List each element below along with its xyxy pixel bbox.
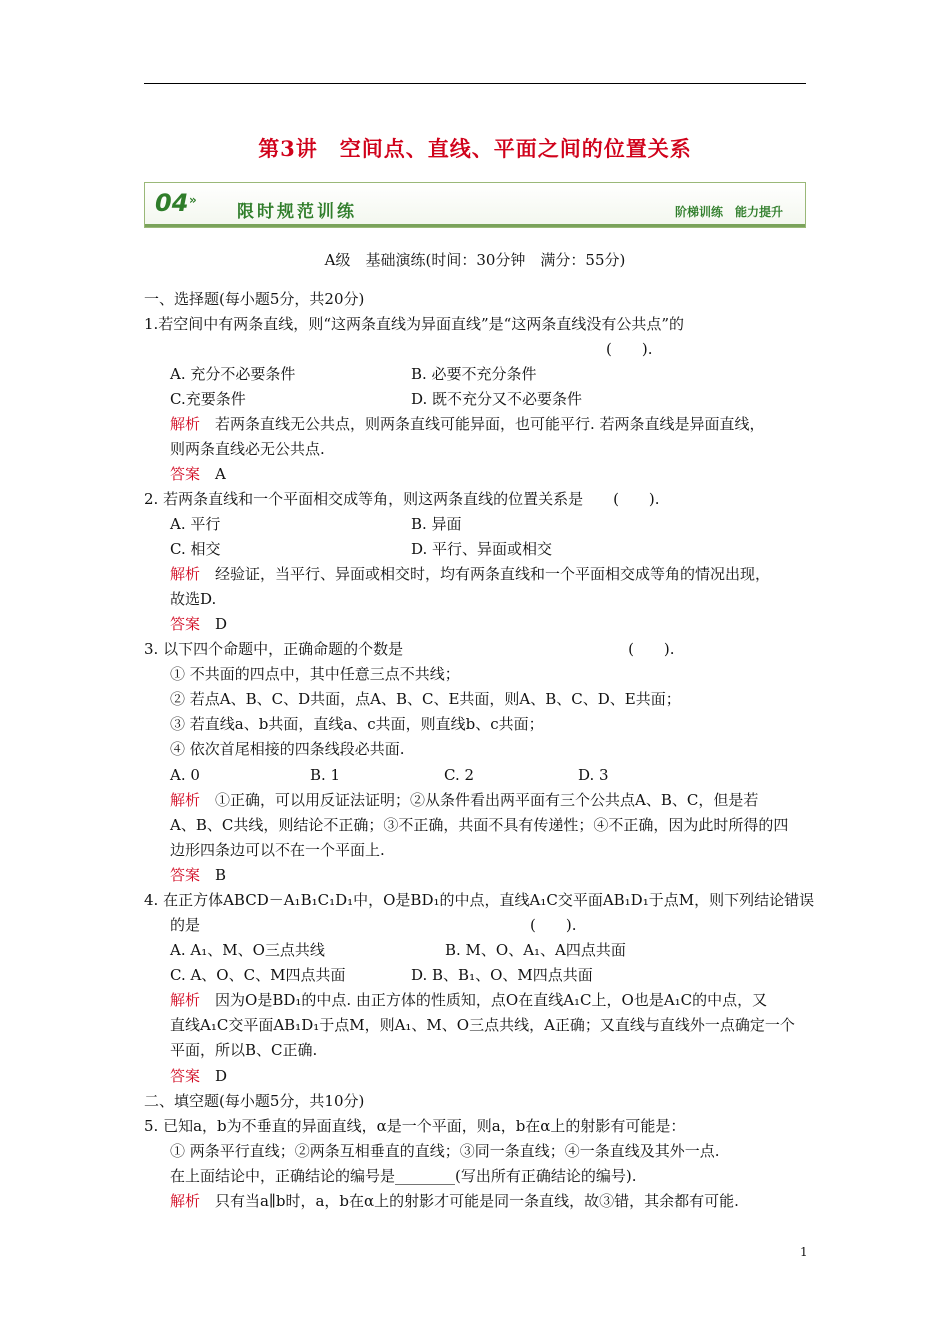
text-line <box>170 865 226 885</box>
text-line <box>170 965 345 985</box>
banner-tagline: 阶梯训练 能力提升 <box>674 205 783 219</box>
line-text: D. 既不充分又不必要条件 <box>411 390 583 408</box>
line-text: ② 若点A、B、C、D共面，点A、B、C、E共面，则A、B、C、D、E共面； <box>170 690 681 708</box>
text-line <box>170 464 226 484</box>
answer-label: 答案 <box>170 1067 201 1085</box>
text-line <box>144 289 364 309</box>
section-banner <box>144 182 806 228</box>
text-line <box>170 765 200 785</box>
line-text: D. B、B₁、O、M四点共面 <box>411 966 593 984</box>
line-text: A、B、C共线，则结论不正确；③不正确，共面不具有传递性；④不正确，因为此时所得的四 <box>170 816 789 834</box>
line-text: 5. 已知a，b为不垂直的异面直线，α是一个平面，则a，b在α上的射影有可能是： <box>144 1117 686 1135</box>
line-text: D. 平行、异面或相交 <box>411 540 553 558</box>
text-line <box>170 940 325 960</box>
line-text: C. 2 <box>444 766 475 784</box>
line-text: ①正确，可以用反证法证明；②从条件看出两平面有三个公共点A、B、C，但是若 <box>200 791 759 809</box>
line-text: 4. 在正方体ABCD－A₁B₁C₁D₁中，O是BD₁的中点，直线A₁C交平面AB₁D₁于点M，则下列结论错误 <box>144 891 815 909</box>
line-text: C. 相交 <box>170 540 221 558</box>
line-text: 则两条直线必无公共点. <box>170 440 325 458</box>
text-line <box>170 1141 720 1161</box>
banner-underline <box>145 224 805 227</box>
text-line <box>170 1015 795 1035</box>
text-line <box>170 664 460 684</box>
text-line <box>170 1191 739 1211</box>
analysis-label: 解析 <box>170 565 201 583</box>
text-line <box>144 489 660 509</box>
line-text: 在上面结论中，正确结论的编号是________(写出所有正确结论的编号). <box>170 1167 637 1185</box>
text-line <box>578 765 609 785</box>
line-text: A. 平行 <box>170 515 221 533</box>
analysis-label: 解析 <box>170 791 201 809</box>
line-text: D <box>200 615 228 633</box>
line-text: 3. 以下四个命题中，正确命题的个数是 ( ). <box>144 640 675 658</box>
text-line <box>170 364 295 384</box>
line-text: 1.若空间中有两条直线，则“这两条直线为异面直线”是“这两条直线没有公共点”的 <box>144 315 684 333</box>
line-text: 故选D. <box>170 590 217 608</box>
text-line <box>170 514 220 534</box>
text-line <box>170 915 576 935</box>
text-line <box>170 439 325 459</box>
text-line <box>170 840 385 860</box>
banner-number: 04 <box>155 189 189 217</box>
text-line <box>170 1040 317 1060</box>
line-text: B. M、O、A₁、A四点共面 <box>445 941 626 959</box>
text-line <box>144 314 684 334</box>
text-line <box>170 714 544 734</box>
text-line <box>170 739 405 759</box>
line-text: ③ 若直线a、b共面，直线a、c共面，则直线b、c共面； <box>170 715 544 733</box>
answer-label: 答案 <box>170 866 201 884</box>
line-text: B <box>200 866 227 884</box>
text-line <box>144 1116 685 1136</box>
page-title: 第3讲 空间点、直线、平面之间的位置关系 <box>258 136 692 161</box>
text-line <box>170 1066 227 1086</box>
line-text: 平面，所以B、C正确. <box>170 1041 318 1059</box>
text-line <box>170 815 788 835</box>
text-line <box>170 589 216 609</box>
line-text: B. 必要不充分条件 <box>411 365 537 383</box>
text-line <box>411 539 552 559</box>
text-line <box>411 514 462 534</box>
line-text: D <box>200 1067 228 1085</box>
line-text: 二、填空题(每小题5分，共10分) <box>144 1092 365 1110</box>
line-text: C.充要条件 <box>170 390 246 408</box>
text-line <box>411 965 593 985</box>
line-text: A. 充分不必要条件 <box>170 365 296 383</box>
text-line <box>445 940 626 960</box>
text-line <box>170 564 770 584</box>
text-line <box>170 539 220 559</box>
line-text: ① 两条平行直线；②两条互相垂直的直线；③同一条直线；④一条直线及其外一点. <box>170 1142 720 1160</box>
text-line <box>170 689 681 709</box>
line-text: B. 1 <box>310 766 341 784</box>
line-text: ④ 依次首尾相接的四条线段必共面. <box>170 740 405 758</box>
banner-arrows-icon: » <box>189 193 197 207</box>
text-line <box>170 1166 636 1186</box>
line-text: 直线A₁C交平面AB₁D₁于点M，则A₁、M、O三点共线，A正确；又直线与直线外一点确定一个 <box>170 1016 795 1034</box>
line-text: 一、选择题(每小题5分，共20分) <box>144 290 365 308</box>
line-text: 经验证，当平行、异面或相交时，均有两条直线和一个平面相交成等角的情况出现， <box>200 565 771 583</box>
line-text: 的是 ( ). <box>170 916 577 934</box>
line-text: 只有当a∥b时，a，b在α上的射影才可能是同一条直线，故③错，其余都有可能. <box>200 1192 739 1210</box>
page-number: 1 <box>800 1245 808 1259</box>
line-text: D. 3 <box>578 766 609 784</box>
text-line <box>144 890 814 910</box>
line-text: A <box>200 465 226 483</box>
text-line <box>170 790 758 810</box>
analysis-label: 解析 <box>170 415 201 433</box>
text-line <box>606 339 652 359</box>
line-text: A. A₁、M、O三点共线 <box>170 941 325 959</box>
line-text: A. 0 <box>170 766 200 784</box>
line-text: ① 不共面的四点中，其中任意三点不共线； <box>170 665 460 683</box>
text-line <box>444 765 474 785</box>
text-line <box>144 1091 364 1111</box>
analysis-label: 解析 <box>170 991 201 1009</box>
level-subtitle: A级 基础演练(时间：30分钟 满分：55分) <box>324 251 626 269</box>
line-text: B. 异面 <box>411 515 462 533</box>
text-line <box>170 414 765 434</box>
analysis-label: 解析 <box>170 1192 201 1210</box>
text-line <box>411 364 537 384</box>
text-line <box>310 765 340 785</box>
text-line <box>170 614 227 634</box>
line-text: 边形四条边可以不在一个平面上. <box>170 841 385 859</box>
header-rule <box>144 83 806 84</box>
line-text: 若两条直线无公共点，则两条直线可能异面，也可能平行. 若两条直线是异面直线， <box>200 415 765 433</box>
banner-title: 限时规范训练 <box>237 202 357 222</box>
answer-label: 答案 <box>170 465 201 483</box>
line-text: 因为O是BD₁的中点. 由正方体的性质知，点O在直线A₁C上，O也是A₁C的中点，又 <box>200 991 768 1009</box>
line-text: 2. 若两条直线和一个平面相交成等角，则这两条直线的位置关系是 ( ). <box>144 490 660 508</box>
line-text: C. A、O、C、M四点共面 <box>170 966 346 984</box>
line-text: ( ). <box>606 340 653 358</box>
text-line <box>144 639 675 659</box>
text-line <box>411 389 582 409</box>
answer-label: 答案 <box>170 615 201 633</box>
text-line <box>170 389 246 409</box>
text-line <box>170 990 767 1010</box>
